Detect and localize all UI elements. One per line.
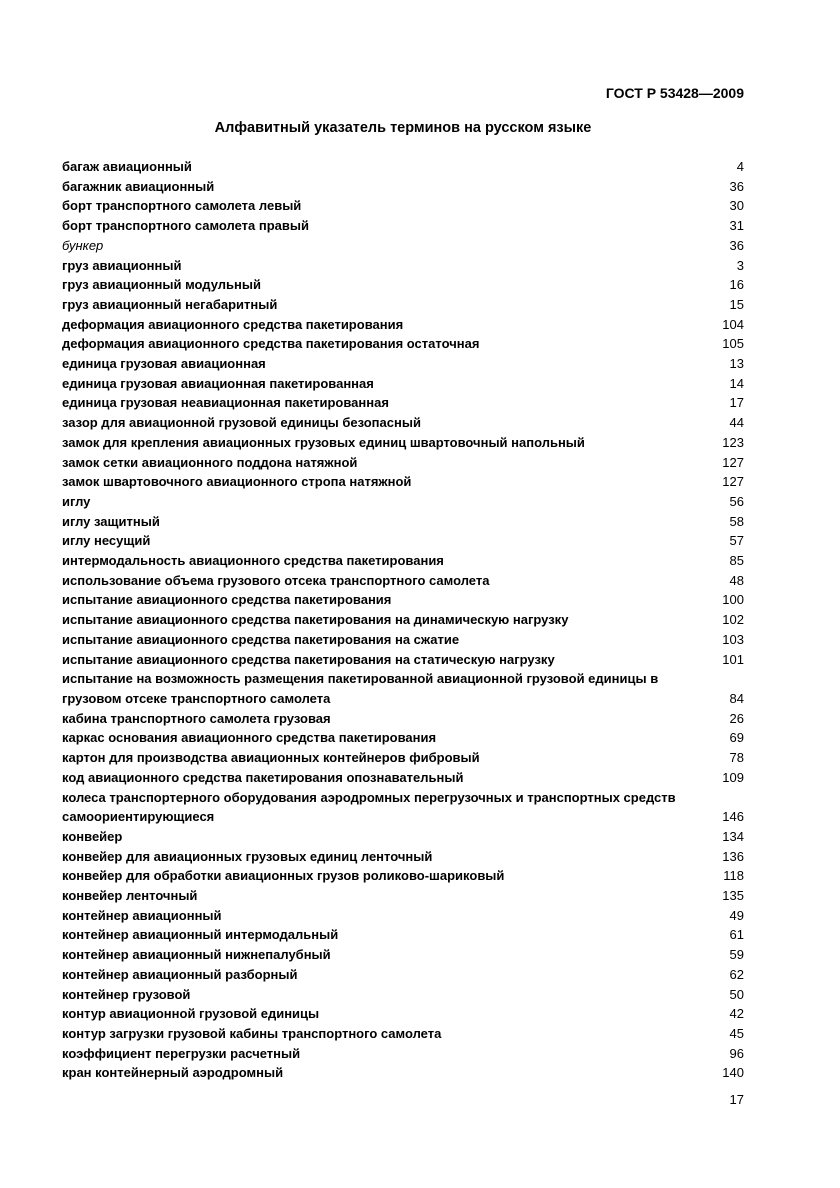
page-number: 84 (729, 690, 744, 706)
index-entry (62, 945, 744, 965)
page-number: 104 (722, 316, 744, 332)
term-text: испытание авиационного средства пакетирования (62, 592, 392, 608)
term-text: багаж авиационный (62, 159, 192, 174)
index-entry (62, 531, 744, 551)
index-entry (62, 590, 744, 610)
index-entry (62, 768, 744, 788)
index-entry (62, 512, 744, 532)
page-number: 78 (729, 750, 744, 766)
index-entry (62, 650, 744, 670)
index-entry (62, 610, 744, 630)
page-number: 61 (729, 927, 744, 943)
term-text: коэффициент перегрузки расчетный (62, 1045, 301, 1061)
index-entry (62, 886, 744, 906)
term-text: контейнер авиационный интермодальный (62, 927, 339, 943)
page-title: Алфавитный указатель терминов на русском языке (214, 120, 592, 136)
index-entry (62, 906, 744, 926)
index-entry (62, 492, 744, 512)
page-footer (62, 1090, 744, 1110)
index-entry (62, 295, 744, 315)
term-text: багажник авиационный (62, 178, 215, 194)
term-text: испытание авиационного средства пакетирования на статическую нагрузку (62, 651, 555, 667)
term-text: контур загрузки грузовой кабины транспортного самолета (62, 1025, 442, 1041)
index-entry (62, 157, 744, 177)
page-number: 59 (729, 947, 744, 963)
page-number: 3 (736, 257, 744, 273)
term-text: единица грузовая авиационная (62, 356, 266, 372)
index-entry (62, 1024, 744, 1044)
term-text: контейнер грузовой (62, 986, 191, 1002)
index-entry (62, 788, 744, 827)
term-text: единица грузовая авиационная пакетированная (62, 375, 374, 391)
term-text: единица грузовая неавиационная пакетированная (62, 395, 389, 411)
term-text: бункер (62, 237, 104, 253)
index-entry (62, 374, 744, 394)
index-entry (62, 472, 744, 492)
page-number: 105 (722, 336, 744, 352)
page-number: 17 (729, 395, 744, 411)
index-entry (62, 1063, 744, 1083)
page-number: 36 (729, 237, 744, 253)
page-number: 48 (729, 572, 744, 588)
term-text: использование объема грузового отсека транспортного самолета (62, 572, 490, 588)
page-number: 4 (736, 159, 744, 174)
page-number: 102 (722, 612, 744, 628)
index-entry (62, 748, 744, 768)
document-header (62, 86, 744, 101)
index-entry (62, 453, 744, 473)
page-number: 13 (729, 356, 744, 372)
term-text: иглу (62, 493, 91, 509)
page-number: 146 (722, 809, 744, 825)
term-text: испытание авиационного средства пакетирования на сжатие (62, 631, 460, 647)
index-entry (62, 236, 744, 256)
term-text: иглу защитный (62, 513, 160, 529)
term-text: кабина транспортного самолета грузовая (62, 710, 331, 726)
page-number: 136 (722, 848, 744, 864)
page-number: 100 (722, 592, 744, 608)
page-number: 69 (729, 730, 744, 746)
index-entry (62, 866, 744, 886)
term-text: контейнер авиационный нижнепалубный (62, 947, 331, 963)
term-text: замок швартовочного авиационного стропа натяжной (62, 474, 412, 490)
term-text: контейнер авиационный (62, 907, 222, 923)
index-entry (62, 827, 744, 847)
term-text: зазор для авиационной грузовой единицы безопасный (62, 415, 421, 431)
index-entry (62, 1004, 744, 1024)
standard-number: ГОСТ Р 53428—2009 (605, 85, 744, 101)
index-entry (62, 315, 744, 335)
term-text: испытание авиационного средства пакетирования на динамическую нагрузку (62, 612, 569, 628)
index-entry (62, 196, 744, 216)
term-text: испытание на возможность размещения пакетированной авиационной грузовой единицы в грузовом отсеке транспортного самолета (62, 671, 659, 706)
page-number: 103 (722, 631, 744, 647)
page-number: 85 (729, 553, 744, 569)
page-number: 14 (729, 375, 744, 391)
page-number: 57 (729, 533, 744, 549)
page-number: 42 (729, 1006, 744, 1022)
index-entry (62, 413, 744, 433)
index-entry (62, 925, 744, 945)
term-text: замок сетки авиационного поддона натяжной (62, 454, 358, 470)
term-text: картон для производства авиационных контейнеров фибровый (62, 750, 480, 766)
page-number: 26 (729, 710, 744, 726)
index-entry (62, 256, 744, 276)
index-entry (62, 728, 744, 748)
page-number: 127 (722, 474, 744, 490)
index-entry (62, 275, 744, 295)
term-text: груз авиационный (62, 257, 182, 273)
page-number: 135 (722, 888, 744, 904)
page-number: 58 (729, 513, 744, 529)
index-entry (62, 847, 744, 867)
term-text: каркас основания авиационного средства пакетирования (62, 730, 437, 746)
page-number: 15 (729, 296, 744, 312)
index-entry (62, 393, 744, 413)
index-entry (62, 985, 744, 1005)
page-number: 127 (722, 454, 744, 470)
term-text: контур авиационной грузовой единицы (62, 1006, 320, 1022)
index-entry (62, 709, 744, 729)
page-number: 140 (722, 1065, 744, 1081)
term-text: код авиационного средства пакетирования опознавательный (62, 769, 464, 785)
term-text: контейнер авиационный разборный (62, 966, 298, 982)
term-text: конвейер (62, 828, 123, 844)
page-number: 109 (722, 769, 744, 785)
term-text: деформация авиационного средства пакетирования остаточная (62, 336, 480, 352)
page-number: 44 (729, 415, 744, 431)
term-text: колеса транспортерного оборудования аэродромных перегрузочных и транспортных средств самоориентирующиеся (62, 789, 676, 825)
index-entry (62, 216, 744, 236)
footer-page-number: 17 (729, 1092, 744, 1108)
page-number: 49 (729, 907, 744, 923)
page-number: 118 (723, 868, 744, 884)
index-entry (62, 354, 744, 374)
term-text: иглу несущий (62, 533, 151, 549)
page-number: 134 (722, 828, 744, 844)
term-text: деформация авиационного средства пакетирования (62, 316, 404, 332)
index-list (62, 157, 744, 1083)
term-text: замок для крепления авиационных грузовых единиц швартовочный напольный (62, 434, 585, 450)
index-entry (62, 177, 744, 197)
term-text: конвейер для обработки авиационных грузов роликово-шариковый (62, 868, 505, 884)
index-entry (62, 1044, 744, 1064)
page-number: 123 (722, 434, 744, 450)
term-text: кран контейнерный аэродромный (62, 1065, 284, 1081)
page-number: 30 (729, 198, 744, 214)
term-text: груз авиационный модульный (62, 277, 261, 293)
page-number: 50 (729, 986, 744, 1002)
page-number: 101 (722, 651, 744, 667)
term-text: борт транспортного самолета правый (62, 218, 309, 234)
index-entry (62, 630, 744, 650)
term-text: борт транспортного самолета левый (62, 198, 302, 214)
page-number: 45 (729, 1025, 744, 1041)
page-number: 36 (729, 178, 744, 194)
index-entry (62, 334, 744, 354)
page-number: 16 (729, 277, 744, 293)
term-text: конвейер для авиационных грузовых единиц ленточный (62, 848, 433, 864)
page-number: 96 (729, 1045, 744, 1061)
page-number: 31 (729, 218, 744, 234)
term-text: груз авиационный негабаритный (62, 296, 278, 312)
index-entry (62, 551, 744, 571)
index-entry (62, 571, 744, 591)
page-number: 62 (729, 966, 744, 982)
index-entry (62, 433, 744, 453)
index-entry (62, 669, 744, 708)
page-number: 56 (729, 493, 744, 509)
term-text: интермодальность авиационного средства пакетирования (62, 553, 444, 569)
term-text: конвейер ленточный (62, 888, 198, 904)
index-entry (62, 965, 744, 985)
